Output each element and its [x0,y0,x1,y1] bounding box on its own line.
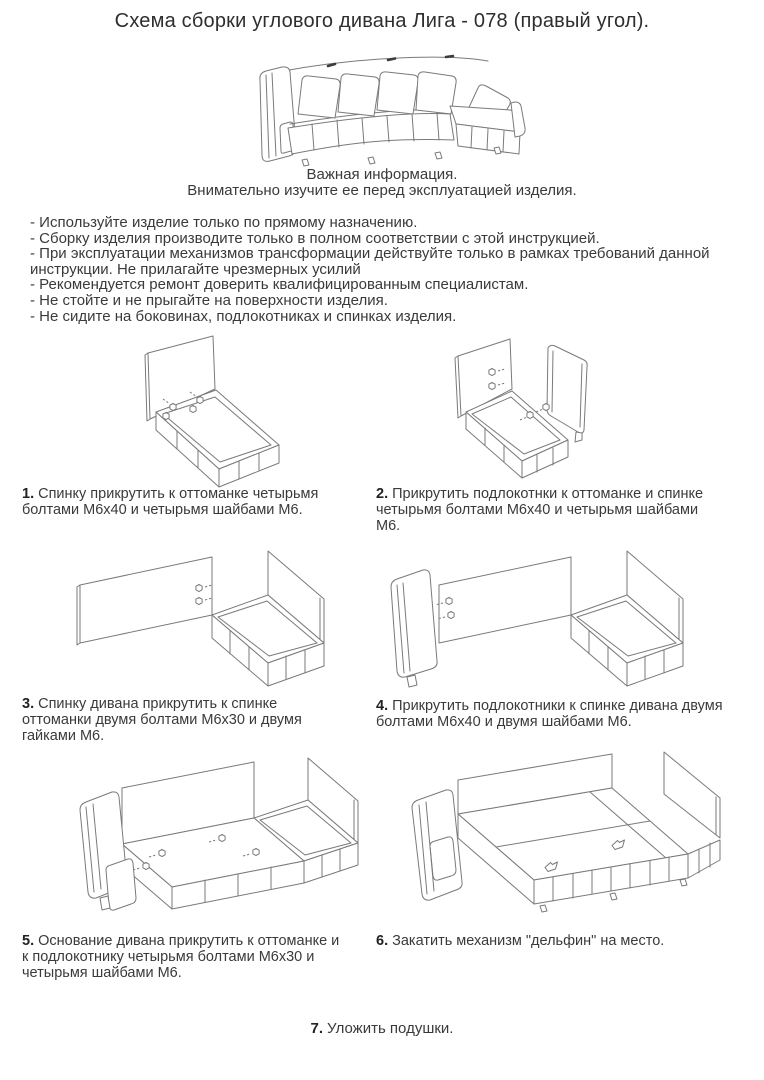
sofa-backrest-panel [439,557,571,643]
step-6-caption [376,933,756,949]
step-3-diagram [72,543,344,693]
pillow [377,72,418,114]
step-6-diagram [400,750,735,928]
step-text: Уложить подушки. [327,1020,454,1037]
warning-item: - Рекомендуется ремонт доверить квалифицированным специалистам. [30,276,529,294]
step-3-caption [22,696,342,744]
assembled-sofa-illustration [232,48,542,164]
step-2-diagram [448,334,603,484]
sofa-backrest-panel [77,557,212,645]
warning-list [30,215,722,324]
step-number: 5. [22,933,35,949]
step-4-caption [376,698,746,730]
step-5-caption [22,933,342,981]
warning-item: - Сборку изделия производите только в полном соответствии с этой инструкцией. [30,229,600,247]
step-text: Спинку прикрутить к оттоманке четырьмя болтами М6х40 и четырьмя шайбами М6. [22,486,319,518]
step-2-caption [376,486,716,534]
armrest-panel [391,570,437,677]
important-info-heading: Важная информация. [306,166,458,183]
pillow [298,76,340,118]
step-7-caption [0,1021,764,1037]
warning-item: - Не стойте и не прыгайте на поверхности изделия. [30,291,388,309]
important-info-subheading: Внимательно изучите ее перед эксплуатацией изделия. [187,182,577,199]
step-text: Прикрутить подлокотники к спинке дивана двумя болтами М6х40 и двумя шайбами М6. [376,698,723,730]
ottoman-backrest [664,752,720,838]
step-number: 4. [376,698,389,714]
step-number: 1. [22,486,35,502]
step-text: Прикрутить подлокотнки к оттоманке и спинке четырьмя болтами М6х40 и четырьмя шайбами М6. [376,486,704,534]
step-text: Основание дивана прикрутить к оттоманке и к подлокотнику четырьмя болтами М6х30 и четырьмя шайбами М6. [22,933,340,981]
step-1-caption [22,486,352,518]
step-number: 7. [310,1020,324,1037]
step-text: Закатить механизм "дельфин" на место. [392,933,665,949]
page-title: Схема сборки углового дивана Лига - 078 (правый угол). [114,10,650,32]
warning-item: - Используйте изделие только по прямому назначению. [30,214,418,231]
step-text: Спинку дивана прикрутить к спинке оттоманки двумя болтами М6х30 и двумя гайками М6. [22,696,302,744]
step-5-diagram [70,752,360,924]
warning-item: - При эксплуатации механизмов трансформации действуйте только в рамках требований данной инструкции. Не прилагайте чрезмерных усилий [30,245,710,278]
warning-item: - Не сидите на боковинах, подлокотниках и спинках изделия. [30,307,457,325]
step-number: 3. [22,696,35,712]
step-number: 2. [376,486,389,502]
step-4-diagram [383,541,685,693]
pillow [338,74,379,116]
step-1-diagram [125,333,290,488]
step-number: 6. [376,933,389,949]
armrest-base-panel [106,859,136,910]
